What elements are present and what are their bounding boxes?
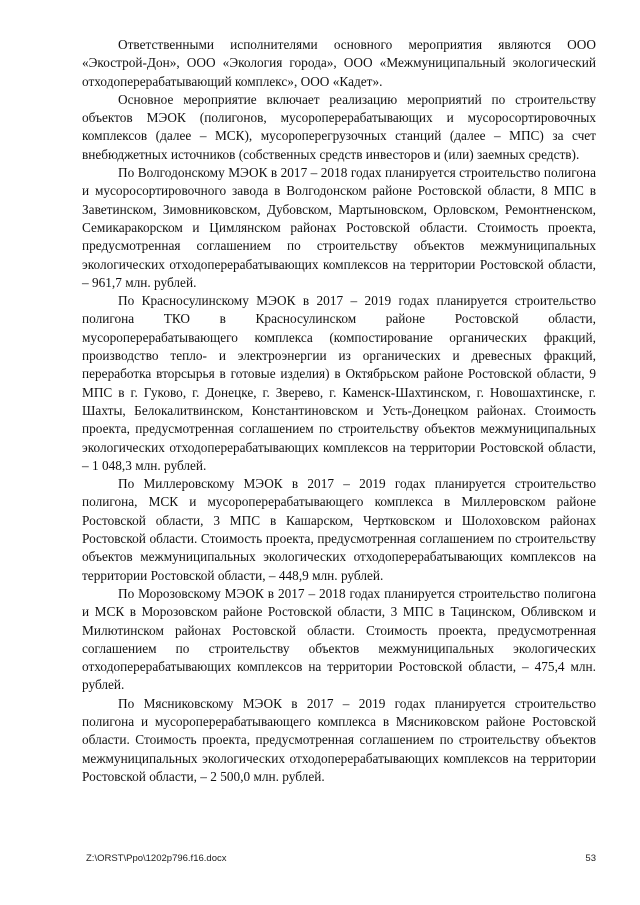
paragraph-myasnikovsky: По Мясниковскому МЭОК в 2017 – 2019 годах планируется строительство полигона и мусороперерабатывающего комплекса в Мясниковском районе Ростовской области. Стоимость проекта, предусмотренная соглашением по строительству объектов межмуниципальных экологических отходоперерабатывающих комплексов на территории Ростовской области, – 2 500,0 млн. рублей. (82, 695, 596, 784)
paragraph-millerovo: По Миллеровскому МЭОК в 2017 – 2019 годах планируется строительство полигона, МСК и мусороперерабатывающего комплекса в Миллеровском районе Ростовской области, 3 МПС в Кашарском, Чертковском и Шолоховском районах Ростовской области. Стоимость проекта, предусмотренная соглашением по строительству объектов межмуниципальных экологических отходоперерабатывающих комплексов на территории Ростовской области, – 448,9 млн. рублей. (82, 476, 596, 583)
paragraph-responsible-executors: Ответственными исполнителями основного мероприятия являются ООО «Экострой-Дон», ООО «Экология города», ООО «Межмуниципальный экологический отходоперерабатывающий комплекс», ООО «Кадет». (82, 37, 596, 89)
page-footer (86, 853, 596, 864)
paragraph-krasnosulinsk: По Красносулинскому МЭОК в 2017 – 2019 годах планируется строительство полигона ТКО в Красносулинском районе Ростовской области, мусороперерабатывающего комплекса (компостирование органических фракций, производство тепло- и электроэнергии из органических и древесных фракций, переработка вторсырья в готовые изделия) в Октябрьском районе Ростовской области, 9 МПС в г. Гуково, г. Донецке, г. Зверево, г. Каменск-Шахтинском, г. Новошахтинске, г. Шахты, Белокалитвинском, Константиновском и Усть-Донецком районах. Стоимость проекта, предусмотренная соглашением по строительству объектов межмуниципальных экологических отходоперерабатывающих комплексов на территории Ростовской области, – 1 048,3 млн. рублей. (82, 293, 596, 473)
page-number: 53 (585, 853, 596, 864)
document-body (82, 36, 596, 786)
paragraph-volgodonsk: По Волгодонскому МЭОК в 2017 – 2018 годах планируется строительство полигона и мусоросортировочного завода в Волгодонском районе Ростовской области, 8 МПС в Заветинском, Зимовниковском, Дубовском, Мартыновском, Орловском, Ремонтненском, Семикаракорском и Цимлянском районах Ростовской области. Стоимость проекта, предусмотренная соглашением по строительству объектов межмуниципальных экологических отходоперерабатывающих комплексов на территории Ростовской области, – 961,7 млн. рублей. (82, 165, 596, 290)
paragraph-morozovsk: По Морозовскому МЭОК в 2017 – 2018 годах планируется строительство полигона и МСК в Морозовском районе Ростовской области, 3 МПС в Тацинском, Обливском и Милютинском районах Ростовской области. Стоимость проекта, предусмотренная соглашением по строительству объектов межмуниципальных экологических отходоперерабатывающих комплексов на территории Ростовской области, – 475,4 млн. рублей. (82, 585, 596, 693)
footer-file-path: Z:\ORST\Ppo\1202p796.f16.docx (86, 853, 227, 864)
paragraph-main-activity: Основное мероприятие включает реализацию мероприятий по строительству объектов МЭОК (полигонов, мусороперерабатывающих и мусоросортировочных комплексов (далее – МСК), мусороперегрузочных станций (далее – МПС) за счет внебюджетных источников (собственных средств инвесторов и (или) заемных средств). (82, 91, 596, 162)
